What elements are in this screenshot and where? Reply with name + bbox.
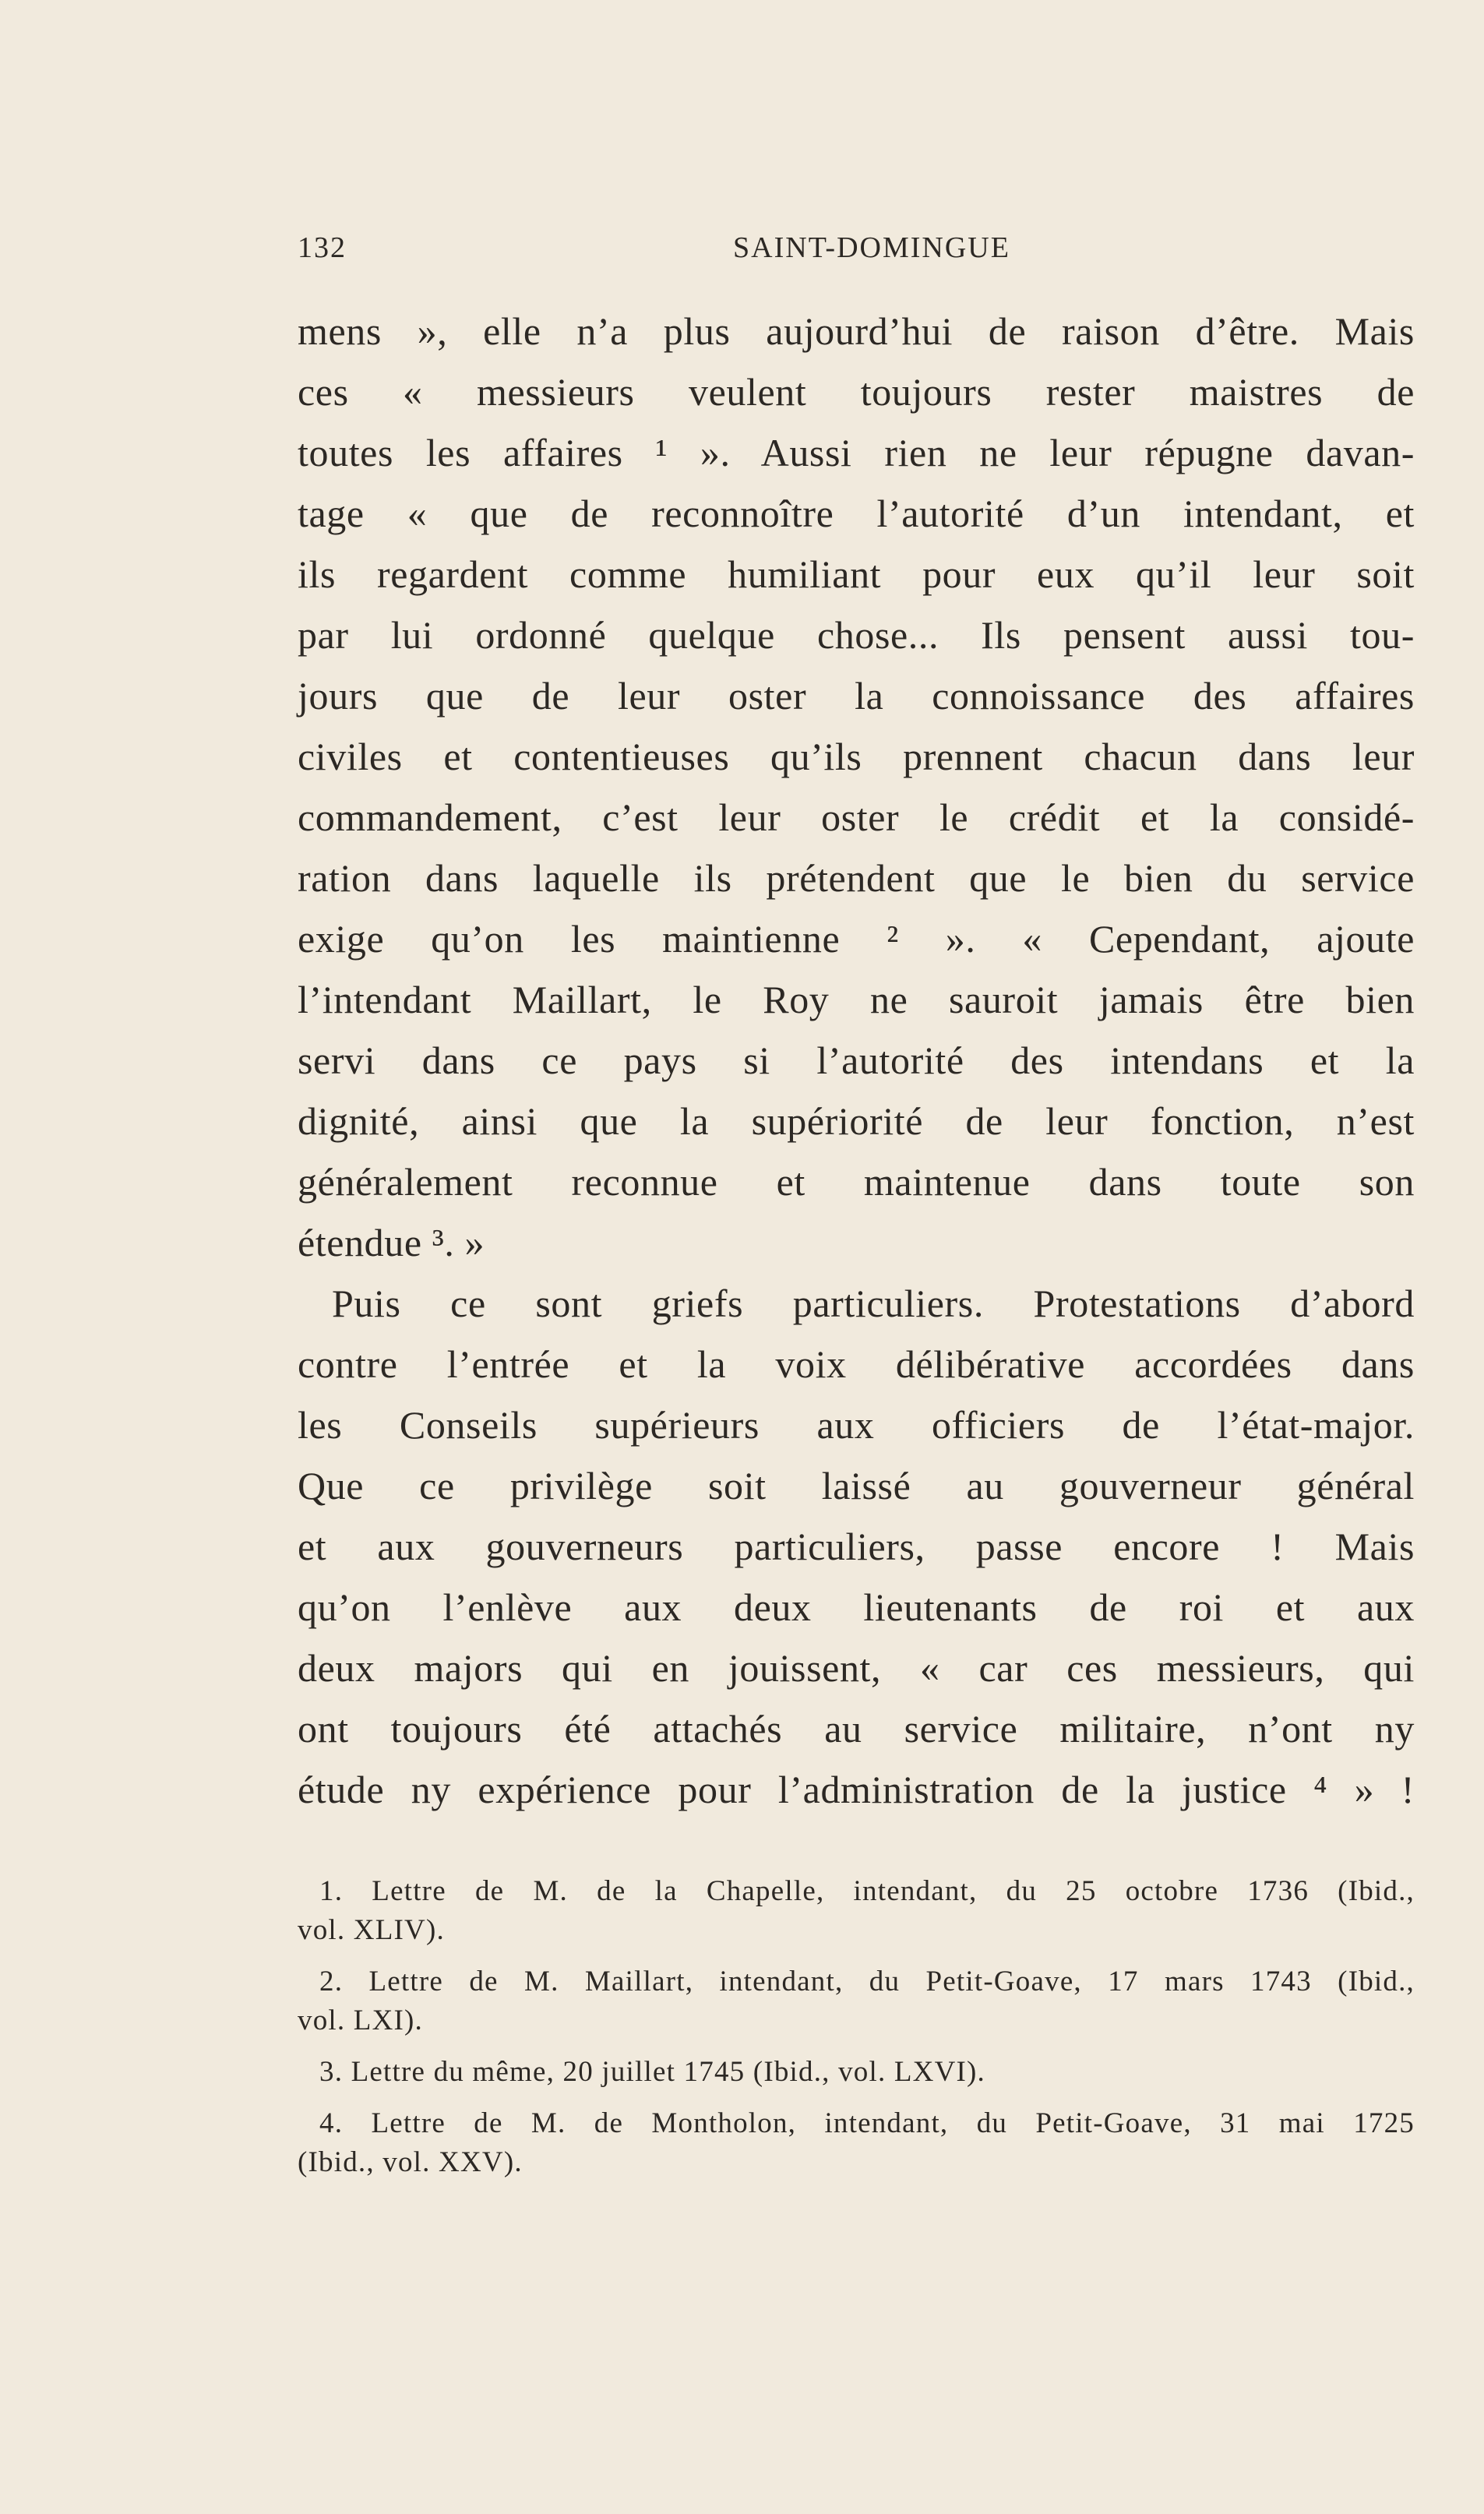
text-line: Puis ce sont griefs particuliers. Protestations d’abord xyxy=(332,1282,1415,1325)
page-number: 132 xyxy=(298,231,347,264)
text-line: ces « messieurs veulent toujours rester maistres de xyxy=(298,370,1415,414)
text-line: ration dans laquelle ils prétendent que le bien du service xyxy=(298,856,1415,900)
main-text xyxy=(298,301,1415,1820)
text-line: dignité, ainsi que la supériorité de leur fonction, n’est xyxy=(298,1099,1415,1143)
footnote-line: (Ibid., vol. XXV). xyxy=(298,2146,523,2178)
text-line: étendue ³. » xyxy=(298,1221,485,1264)
text-line: ils regardent comme humiliant pour eux qu’il leur soit xyxy=(298,552,1415,596)
text-line: étude ny expérience pour l’administration de la justice ⁴ » ! xyxy=(298,1768,1415,1811)
footnotes xyxy=(298,1872,1415,2182)
footnote-line: vol. LXI). xyxy=(298,2005,423,2036)
footnote-line: 1. Lettre de M. de la Chapelle, intendant, du 25 octobre 1736 (Ibid., xyxy=(319,1875,1415,1907)
running-title: SAINT-DOMINGUE xyxy=(733,231,1010,264)
footnote-line: vol. XLIV). xyxy=(298,1914,445,1946)
footnote-2 xyxy=(298,1962,1415,2040)
running-head xyxy=(298,231,1415,270)
text-line: deux majors qui en jouissent, « car ces messieurs, qui xyxy=(298,1646,1415,1690)
text-line: l’intendant Maillart, le Roy ne sauroit jamais être bien xyxy=(298,978,1415,1021)
text-line: par lui ordonné quelque chose... Ils pensent aussi tou- xyxy=(298,613,1415,657)
text-line: les Conseils supérieurs aux officiers de l’état-major. xyxy=(298,1403,1415,1447)
text-line: et aux gouverneurs particuliers, passe encore ! Mais xyxy=(298,1525,1415,1568)
text-line: civiles et contentieuses qu’ils prennent chacun dans leur xyxy=(298,735,1415,778)
footnote-line: 3. Lettre du même, 20 juillet 1745 (Ibid., vol. LXVI). xyxy=(319,2056,985,2088)
text-line: tage « que de reconnoître l’autorité d’un intendant, et xyxy=(298,492,1415,535)
footnote-3 xyxy=(298,2053,1415,2092)
text-line: exige qu’on les maintienne ² ». « Cependant, ajoute xyxy=(298,917,1415,961)
footnote-line: 4. Lettre de M. de Montholon, intendant, du Petit-Goave, 31 mai 1725 xyxy=(319,2107,1415,2139)
text-line: servi dans ce pays si l’autorité des intendans et la xyxy=(298,1038,1415,1082)
text-line: généralement reconnue et maintenue dans toute son xyxy=(298,1160,1415,1204)
footnote-line: 2. Lettre de M. Maillart, intendant, du Petit-Goave, 17 mars 1743 (Ibid., xyxy=(319,1966,1415,1997)
footnote-4 xyxy=(298,2104,1415,2182)
text-line: contre l’entrée et la voix délibérative accordées dans xyxy=(298,1342,1415,1386)
text-line: commandement, c’est leur oster le crédit et la considé- xyxy=(298,795,1415,839)
text-line: jours que de leur oster la connoissance des affaires xyxy=(298,674,1415,718)
text-line: ont toujours été attachés au service militaire, n’ont ny xyxy=(298,1707,1415,1751)
text-line: qu’on l’enlève aux deux lieutenants de roi et aux xyxy=(298,1585,1415,1629)
text-line: Que ce privilège soit laissé au gouverneur général xyxy=(298,1464,1415,1507)
footnote-1 xyxy=(298,1872,1415,1950)
text-line: toutes les affaires ¹ ». Aussi rien ne leur répugne davan- xyxy=(298,431,1415,474)
text-line: mens », elle n’a plus aujourd’hui de raison d’être. Mais xyxy=(298,309,1415,353)
